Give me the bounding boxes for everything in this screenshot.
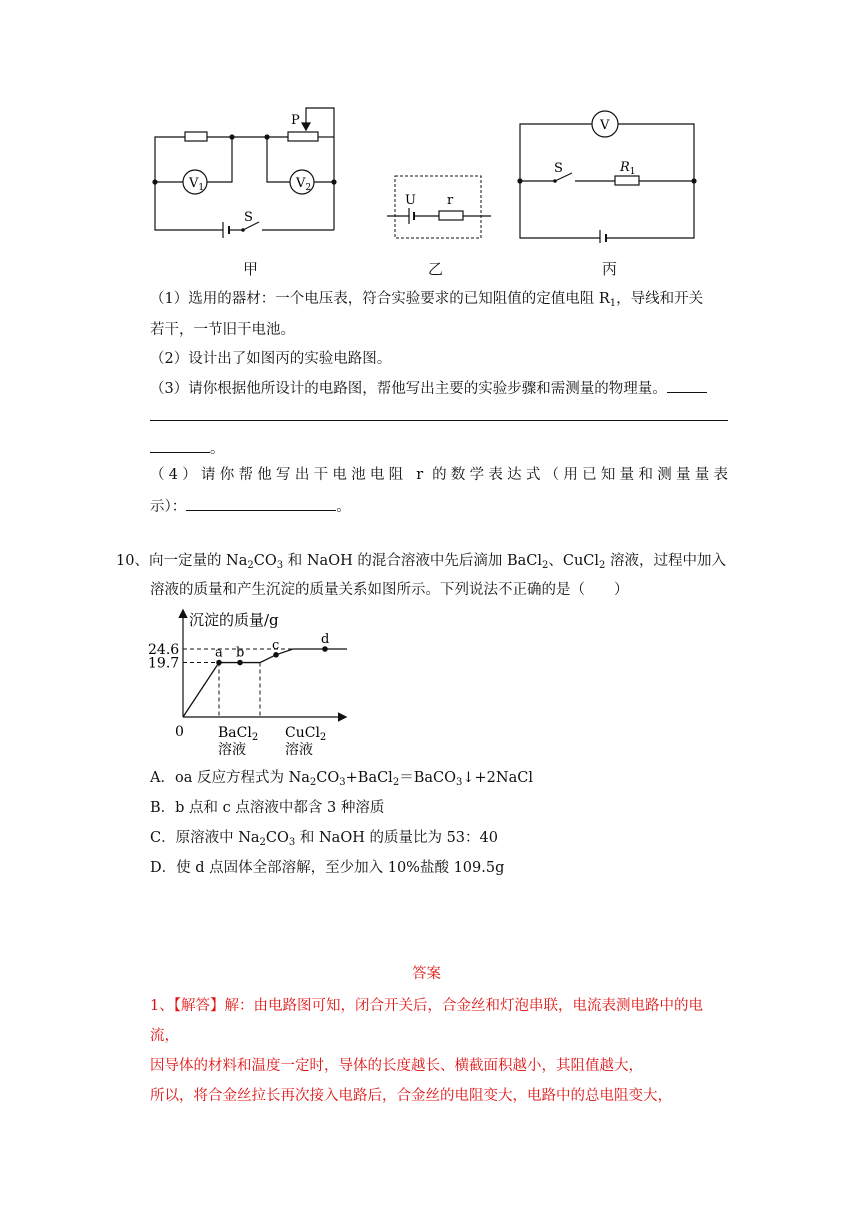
svg-text:R1 [619,160,636,177]
r1-sub: 1 [629,167,636,177]
x-label-bacl2: BaCl [218,725,252,741]
q9-step4-line2: 示）： 。 [150,496,351,517]
circuit-jia [145,100,350,245]
x-label-cucl2-line2: 溶液 [285,742,313,758]
r1-label: R [620,160,630,175]
mass-curve [183,649,325,717]
q9-step1-line2: 若干，一节旧干电池。 [150,322,295,338]
answer-line-4: 所以，将合金丝拉长再次接入电路后，合金丝的电阻变大，电路中的总电阻变大， [150,1088,672,1104]
q10-line1: 10、向一定量的 $Na_2CO_3$ 和 NaOH 的混合溶液中先后滴加 BaCl$_2$、CuCl$_2$ 溶液，过程中加入 [116,553,727,571]
caption-bing: 丙 [602,260,618,278]
answer-blank-line[interactable] [150,420,728,421]
rheostat-label: P [291,113,300,128]
voltmeter-label-bing: V [600,118,610,133]
point-label-b: b [236,645,245,661]
q10-option-d[interactable]: D．使 d 点固体全部溶解，至少加入 10%盐酸 109.5g [150,860,505,876]
answer-line-1: 1、【解答】解：由电路图可知，闭合开关后，合金丝和灯泡串联，电流表测电路中的电 [150,998,703,1014]
y-axis-label: 沉淀的质量/g [189,611,279,629]
point-label-a: a [215,645,223,661]
caption-jia: 甲 [243,260,259,278]
v2-label: V [296,176,306,191]
point-label-c: c [272,637,280,653]
caption-yi: 乙 [428,260,444,278]
battery-u-label: U [405,193,416,208]
q10-option-a[interactable]: A．oa 反应方程式为 $Na_2CO_3+BaCl_2=BaCO_3↓+2NaCl$ [150,770,533,788]
answer-blank[interactable] [150,438,210,453]
x-label-bacl2-line2: 溶液 [218,742,246,758]
v1-sub: 1 [198,183,205,193]
q10-option-c[interactable]: C．原溶液中 $Na_2CO_3$ 和 NaOH 的质量比为 53：40 [150,830,498,848]
q10-option-b[interactable]: B．b 点和 c 点溶液中都含 3 种溶质 [150,800,385,816]
answer-line-3: 因导体的材料和温度一定时，导体的长度越长、横截面积越小，其阻值越大， [150,1058,643,1074]
x-label-cucl2-sub: 2 [319,732,327,743]
point-c [273,652,279,658]
point-d [322,646,328,652]
svg-text:CuCl2 [285,725,326,743]
answers-heading: 答案 [412,966,441,982]
q9-step2: （2）设计出了如图丙的实验电路图。 [150,351,392,367]
q9-step4-line1: （4）请你帮他写出干电池电阻 r 的数学表达式（用已知量和测量量表 [150,467,728,483]
q9-step3: （3）请你根据他所设计的电路图，帮他写出主要的实验步骤和需测量的物理量。 [150,378,707,399]
answer-line-2: 流， [150,1028,179,1044]
precipitate-mass-chart [145,605,365,760]
v2-sub: 2 [305,183,312,193]
q9-step3-end: 。 [150,438,225,459]
y-tick-label: 24.6 [148,642,180,658]
q10-line2: 溶液的质量和产生沉淀的质量关系如图所示。下列说法不正确的是（ ） [150,582,629,598]
answer-blank[interactable] [667,378,707,393]
v1-label: V [189,176,199,191]
circuit-bing [510,108,700,243]
y-tick-label: 19.7 [148,655,180,672]
switch-label-jia: S [244,210,253,225]
switch-label-bing: S [554,161,563,176]
x-label-cucl2: CuCl [285,725,320,741]
origin-label: 0 [175,724,184,740]
answer-blank[interactable] [186,496,336,511]
point-a [216,660,222,666]
circuit-yi [385,170,495,242]
svg-text:BaCl2 [218,725,258,743]
point-label-d: d [321,632,330,647]
q9-step1-line1: （1）选用的器材：一个电压表，符合实验要求的已知阻值的定值电阻 $R_1$，导线和开关 [150,291,704,309]
x-label-bacl2-sub: 2 [251,732,259,743]
internal-r-label: r [447,193,454,208]
point-b [237,660,243,666]
